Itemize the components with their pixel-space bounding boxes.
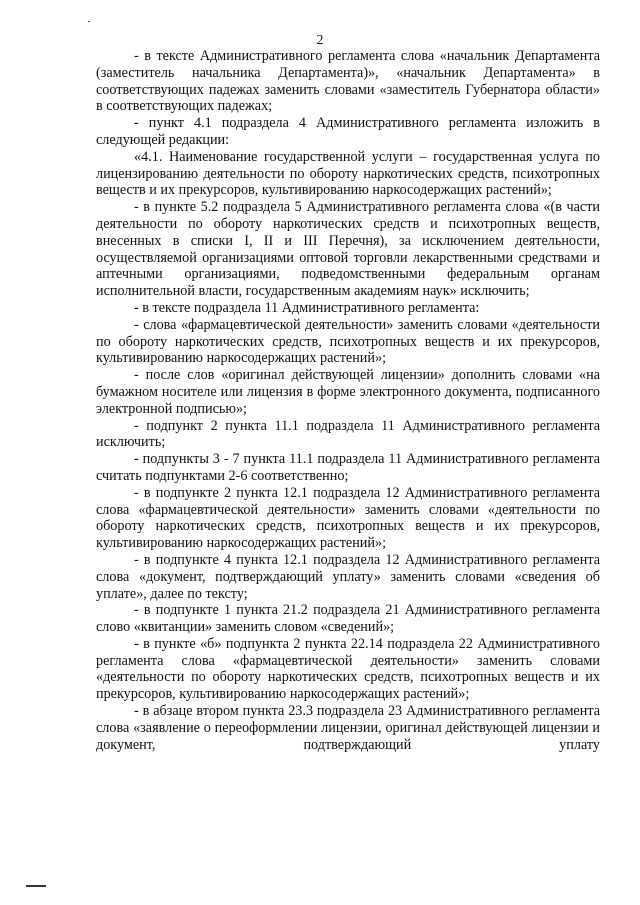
scan-speck [88, 21, 90, 22]
paragraph-subsection-11-intro: - в тексте подраздела 11 Административного регламента: [134, 299, 480, 316]
paragraph-dept-head-replacement: - в тексте Административного регламента слова «начальник Департамента (заместитель начальника Департамента)», «начальник Департамента» в соответствующих падежах заменить словами «заместитель Губернатора области» в соответствующих падежах; [96, 48, 600, 115]
document-body [96, 48, 600, 753]
paragraph-subitem-2-exclude: - подпункт 2 пункта 11.1 подраздела 11 Административного регламента исключить; [96, 417, 600, 451]
paragraph-item-23-3: - в абзаце втором пункта 23.3 подраздела 23 Административного регламента слова «заявление о переоформлении лицензии, оригинал действующей лицензии и документ, подтверждающий уплату [96, 703, 600, 753]
paragraph-pharma-activity-words: - слова «фармацевтической деятельности» заменить словами «деятельности по обороту наркотических средств, психотропных веществ и их прекурсоров, культивированию наркосодержащих растений»; [96, 316, 600, 367]
paragraph-license-original: - после слов «оригинал действующей лицензии» дополнить словами «на бумажном носителе или лицензия в форме электронного документа, подписанного электронной подписью»; [96, 367, 600, 417]
paragraph-item-12-1-sub-4: - в подпункте 4 пункта 12.1 подраздела 12 Административного регламента слова «документ, подтверждающий уплату» заменить словами «сведения об уплате», далее по тексту; [96, 551, 600, 602]
paragraph-item-12-1-sub-2: - в подпункте 2 пункта 12.1 подраздела 12 Административного регламента слова «фармацевтической деятельности» заменить словами «деятельности по обороту наркотических средств, психотропных веществ и их прекурсоров, культивированию наркосодержащих растений»; [96, 484, 600, 552]
paragraph-item-4-1-intro: - пункт 4.1 подраздела 4 Административного регламента изложить в следующей редакции: [96, 115, 600, 148]
paragraph-item-4-1-text: «4.1. Наименование государственной услуги – государственная услуга по лицензированию деятельности по обороту наркотических средств, психотропных веществ и их прекурсоров, культивированию наркосодержащих растений»; [96, 148, 600, 199]
page-number: 2 [316, 33, 324, 48]
paragraph-item-5-2: - в пункте 5.2 подраздела 5 Административного регламента слова «(в части деятельности по обороту наркотических средств и психотропных веществ, внесенных в списки I, II и III Перечня), за исключением деятельности, осуществляемой организациями оптовой торговли лекарственными средствами и аптечными организациями, подведомственными федеральным органам исполнительной власти, государственным академиям наук» исключить; [96, 199, 600, 300]
paragraph-item-22-14: - в пункте «б» подпункта 2 пункта 22.14 подраздела 22 Административного регламента слова «фармацевтической деятельности» заменить словами «деятельности по обороту наркотических средств, психотропных веществ и их прекурсоров, культивированию наркосодержащих растений»; [96, 635, 600, 703]
scan-speck [26, 885, 46, 887]
paragraph-subitems-renumber: - подпункты 3 - 7 пункта 11.1 подраздела 11 Административного регламента считать подпунктами 2-6 соответственно; [96, 451, 600, 484]
paragraph-item-21-2: - в подпункте 1 пункта 21.2 подраздела 21 Административного регламента слово «квитанции» заменить словом «сведений»; [96, 602, 600, 636]
